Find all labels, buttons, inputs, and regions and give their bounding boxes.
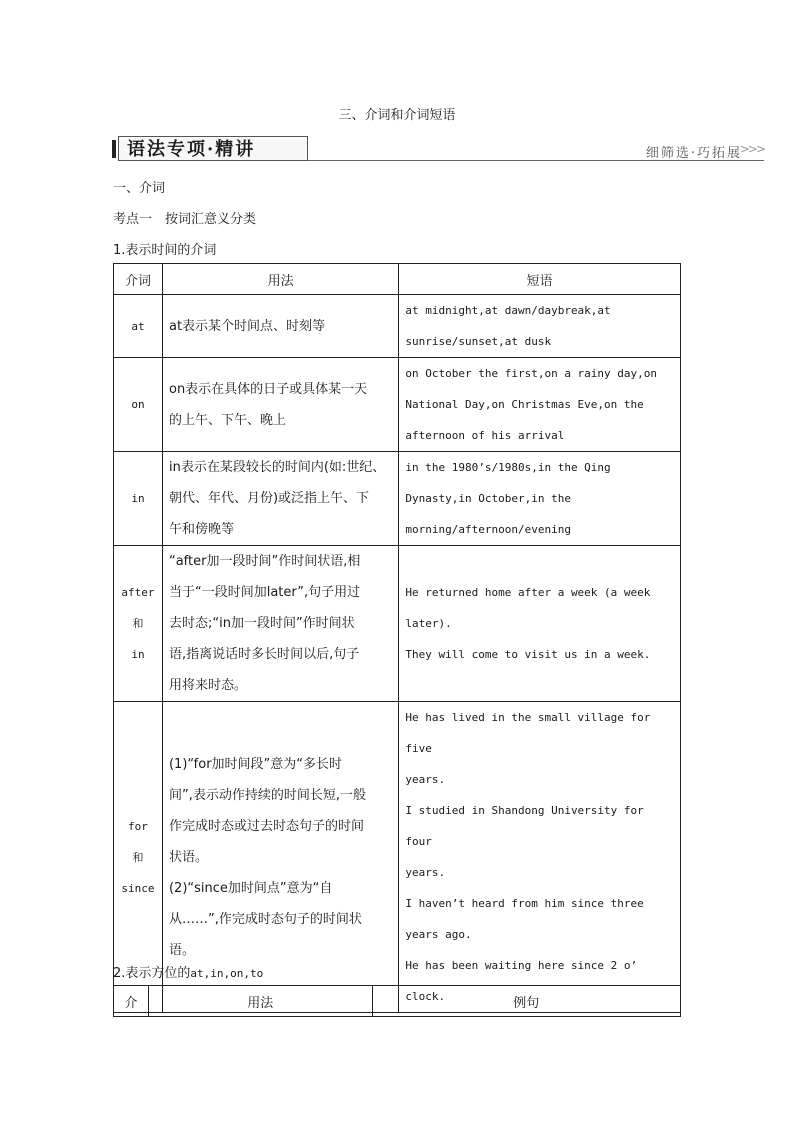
preposition-cell [114,295,163,358]
header-cell: 短语 [399,264,681,295]
subsection-heading-text: 2.表示方位的 [113,966,191,981]
place-preposition-table [113,985,681,1017]
header-cell: 例句 [372,986,680,1017]
page-title: 三、介词和介词短语 [338,108,456,123]
cell-line: after [121,586,155,599]
cell-line: later). [405,617,452,630]
cell-line: I studied in Shandong University for four [405,804,644,848]
cell-line: He returned home after a week (a week [405,586,651,599]
kaodian-heading: 考点一 按词汇意义分类 [113,212,257,227]
usage-cell [162,358,398,452]
cell-line: on [131,398,145,411]
subsection-heading-place [113,962,263,981]
preposition-cell [114,452,163,546]
phrase-cell [399,295,681,358]
cell-line: 和 [132,617,144,630]
phrase-cell [399,702,681,1013]
cell-line: in [131,648,145,661]
cell-line: in the 1980’s/1980s,in the Qing [405,461,611,474]
cell-line: 状语。 [168,849,208,865]
table-header-row [114,986,681,1017]
table-row [114,358,681,452]
cell-line: I haven’t heard from him since three [405,897,644,910]
cell-line: 朝代、年代、月份)或泛指上午、下 [168,491,370,506]
header-cell: 介词 [114,264,163,295]
cell-line: (1)“for加时间段”意为“多长时 [168,756,343,772]
table-row [114,452,681,546]
cell-line: 语,指离说话时多长时间以后,句子 [168,647,360,662]
cell-line: 作完成时态或过去时态句子的时间 [168,818,364,834]
cell-line: afternoon of his arrival [405,429,565,442]
cell-line: on表示在具体的日子或具体某一天 [168,381,368,397]
cell-line: years ago. [405,928,472,941]
cell-line: in [131,492,145,505]
cell-line: “after加一段时间”作时间状语,相 [168,554,361,569]
preposition-cell [114,358,163,452]
chevron-right-icon: >>> [739,142,764,156]
usage-cell [162,546,398,702]
cell-line: 午和傍晚等 [168,522,234,537]
cell-line: National Day,on Christmas Eve,on the [405,398,644,411]
cell-line: for [128,819,148,833]
cell-line: 和 [132,850,144,864]
cell-line: 去时态;“in加一段时间”作时间状 [168,616,355,631]
cell-line: in表示在某段较长的时间内(如:世纪、 [168,460,386,475]
cell-line: at表示某个时间点、时刻等 [168,318,326,334]
table-row [114,546,681,702]
cell-line: 从……”,作完成时态句子的时间状 [168,911,362,927]
table-row [114,295,681,358]
cell-line: 用将来时态。 [168,678,247,693]
cell-line: (2)“since加时间点”意为“自 [168,880,333,896]
usage-cell [162,452,398,546]
banner-mark [112,140,116,158]
phrase-cell [399,546,681,702]
cell-line: He has been waiting here since 2 o’ [405,959,638,972]
cell-line: He has lived in the small village for five [405,711,651,755]
cell-line: 当于“一段时间加later”,句子用过 [168,585,361,600]
cell-line: on October the first,on a rainy day,on [405,367,658,380]
cell-line: 的上午、下午、晚上 [168,412,286,428]
section-heading: 一、介词 [113,181,166,196]
phrase-cell [399,358,681,452]
cell-line: clock. [405,990,446,1003]
cell-line: sunrise/sunset,at dusk [405,335,552,348]
cell-line: years. [405,773,446,786]
phrase-cell [399,452,681,546]
header-cell: 用法 [148,986,372,1017]
time-preposition-table [113,263,681,1013]
cell-line: morning/afternoon/evening [405,523,571,536]
header-cell: 用法 [162,264,398,295]
cell-line: years. [405,866,446,879]
banner-left-label: 语法专项·精讲 [118,136,308,161]
cell-line: Dynasty,in October,in the [405,492,571,505]
usage-cell [162,295,398,358]
cell-line: at [131,319,145,333]
cell-line: 间”,表示动作持续的时间长短,一般 [168,787,366,803]
cell-line: since [121,881,155,895]
banner-right-label: 细筛选·巧拓展 [645,146,742,161]
header-cell: 介 [114,986,149,1017]
subsection-heading-time: 1.表示时间的介词 [113,243,217,258]
cell-line: 语。 [168,942,195,958]
preposition-cell [114,546,163,702]
cell-line: at midnight,at dawn/daybreak,at [405,304,611,317]
subsection-heading-words: at,in,on,to [190,967,264,980]
cell-line: They will come to visit us in a week. [405,648,651,661]
table-header-row [114,264,681,295]
section-banner [112,136,764,164]
